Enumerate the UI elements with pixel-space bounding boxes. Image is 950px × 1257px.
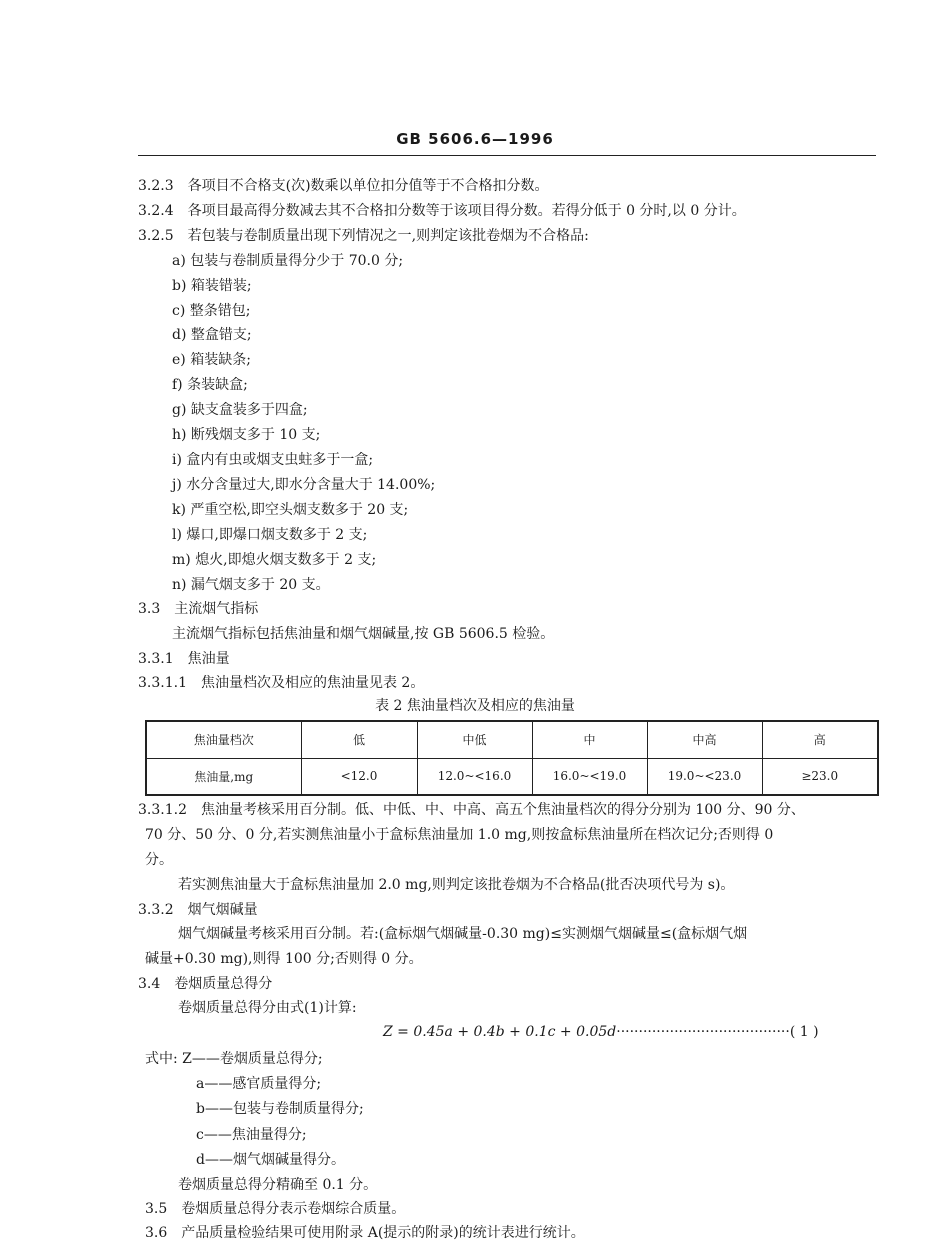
clause-text: 产品质量检验结果可使用附录 A(提示的附录)的统计表进行统计。	[181, 1225, 585, 1241]
list-item: c) 整条错包;	[172, 303, 251, 319]
section-3-3-1-heading	[138, 650, 230, 668]
where-lead: 式中: Z——卷烟质量总得分;	[145, 1051, 323, 1067]
table-header-cell: 高	[762, 721, 878, 758]
clause-text: 焦油量档次及相应的焦油量见表 2。	[200, 675, 425, 691]
table-cell: ≥23.0	[762, 758, 878, 795]
paragraph-line: 碱量+0.30 mg),则得 100 分;否则得 0 分。	[145, 951, 423, 967]
table-cell: 焦油量,mg	[146, 758, 301, 795]
table-cell: 12.0~<16.0	[417, 758, 532, 795]
formula-leader-dots: ·······································	[616, 1024, 790, 1040]
clause-3-6	[145, 1224, 585, 1242]
where-item: b——包装与卷制质量得分;	[196, 1101, 364, 1117]
clause-number: 3.3.1.2	[138, 802, 187, 818]
list-item: h) 断残烟支多于 10 支;	[172, 427, 321, 443]
table-cell: 16.0~<19.0	[532, 758, 647, 795]
table-caption: 表 2 焦油量档次及相应的焦油量	[375, 698, 575, 714]
where-item: c——焦油量得分;	[196, 1127, 307, 1143]
list-item: e) 箱装缺条;	[172, 352, 251, 368]
list-item: a) 包装与卷制质量得分少于 70.0 分;	[172, 253, 404, 269]
clause-3-3-1-2	[138, 801, 805, 819]
list-item: b) 箱装错装;	[172, 278, 252, 294]
clause-text: 各项目最高得分数减去其不合格扣分数等于该项目得分数。若得分低于 0 分时,以 0 分计。	[187, 203, 746, 219]
paragraph-line: 70 分、50 分、0 分,若实测焦油量小于盒标焦油量加 1.0 mg,则按盒标焦油量所在档次记分;否则得 0	[145, 827, 774, 843]
clause-number: 3.2.4	[138, 203, 174, 219]
clause-text: 若包装与卷制质量出现下列情况之一,则判定该批卷烟为不合格品:	[187, 228, 589, 244]
section-title: 卷烟质量总得分	[174, 976, 273, 992]
table-header-cell: 中低	[417, 721, 532, 758]
equation-number: ( 1 )	[789, 1024, 819, 1040]
header-rule	[138, 155, 876, 156]
clause-number: 3.2.3	[138, 178, 174, 194]
clause-text: 卷烟质量总得分表示卷烟综合质量。	[181, 1201, 406, 1217]
formula-expression: Z = 0.45a + 0.4b + 0.1c + 0.05d	[383, 1024, 617, 1040]
clause-number: 3.5	[145, 1201, 168, 1217]
table-cell: <12.0	[301, 758, 417, 795]
list-item: d) 整盒错支;	[172, 327, 252, 343]
paragraph-line: 卷烟质量总得分精确至 0.1 分。	[178, 1177, 378, 1193]
table-header-cell: 低	[301, 721, 417, 758]
clause-3-2-4	[138, 202, 746, 220]
where-item: a——感官质量得分;	[196, 1076, 322, 1092]
table-header-cell: 焦油量档次	[146, 721, 301, 758]
where-item: d——烟气烟碱量得分。	[196, 1152, 345, 1168]
table-cell: 19.0~<23.0	[647, 758, 762, 795]
table-header-row	[146, 721, 878, 758]
section-title: 主流烟气指标	[174, 601, 259, 617]
section-number: 3.3	[138, 601, 161, 617]
clause-3-5	[145, 1200, 405, 1218]
tar-level-table	[145, 720, 879, 796]
list-item: g) 缺支盒装多于四盒;	[172, 402, 308, 418]
clause-number: 3.3.1.1	[138, 675, 187, 691]
list-item: j) 水分含量过大,即水分含量大于 14.00%;	[172, 477, 436, 493]
table-header-cell: 中高	[647, 721, 762, 758]
clause-3-2-3	[138, 177, 549, 195]
table-header-cell: 中	[532, 721, 647, 758]
paragraph: 主流烟气指标包括焦油量和烟气烟碱量,按 GB 5606.5 检验。	[172, 626, 555, 642]
formula-1	[383, 1023, 819, 1041]
list-item: i) 盒内有虫或烟支虫蛀多于一盒;	[172, 452, 374, 468]
clause-text: 焦油量考核采用百分制。低、中低、中、中高、高五个焦油量档次的得分分别为 100 分、90 分、	[200, 802, 805, 818]
clause-number: 3.2.5	[138, 228, 174, 244]
page-header-standard-number: GB 5606.6—1996	[396, 130, 554, 148]
section-title: 烟气烟碱量	[187, 902, 258, 918]
paragraph-line: 烟气烟碱量考核采用百分制。若:(盒标烟气烟碱量-0.30 mg)≤实测烟气烟碱量≤(盒标烟气烟	[178, 926, 748, 942]
section-3-3-2-heading	[138, 901, 258, 919]
clause-3-2-5	[138, 227, 589, 245]
clause-number: 3.6	[145, 1225, 168, 1241]
section-number: 3.3.1	[138, 651, 174, 667]
section-title: 焦油量	[187, 651, 230, 667]
paragraph-line: 卷烟质量总得分由式(1)计算:	[178, 1000, 357, 1016]
section-number: 3.3.2	[138, 902, 174, 918]
clause-3-3-1-1	[138, 674, 424, 692]
list-item: f) 条装缺盒;	[172, 377, 248, 393]
clause-text: 各项目不合格支(次)数乘以单位扣分值等于不合格扣分数。	[187, 178, 549, 194]
list-item: l) 爆口,即爆口烟支数多于 2 支;	[172, 527, 368, 543]
section-number: 3.4	[138, 976, 161, 992]
list-item: k) 严重空松,即空头烟支数多于 20 支;	[172, 502, 409, 518]
table-row	[146, 758, 878, 795]
section-3-4-heading	[138, 975, 272, 993]
paragraph-line: 分。	[145, 852, 173, 868]
section-3-3-heading	[138, 600, 258, 618]
list-item: m) 熄火,即熄火烟支数多于 2 支;	[172, 552, 377, 568]
paragraph-line: 若实测焦油量大于盒标焦油量加 2.0 mg,则判定该批卷烟为不合格品(批否决项代号为 s)。	[178, 877, 735, 893]
list-item: n) 漏气烟支多于 20 支。	[172, 577, 330, 593]
